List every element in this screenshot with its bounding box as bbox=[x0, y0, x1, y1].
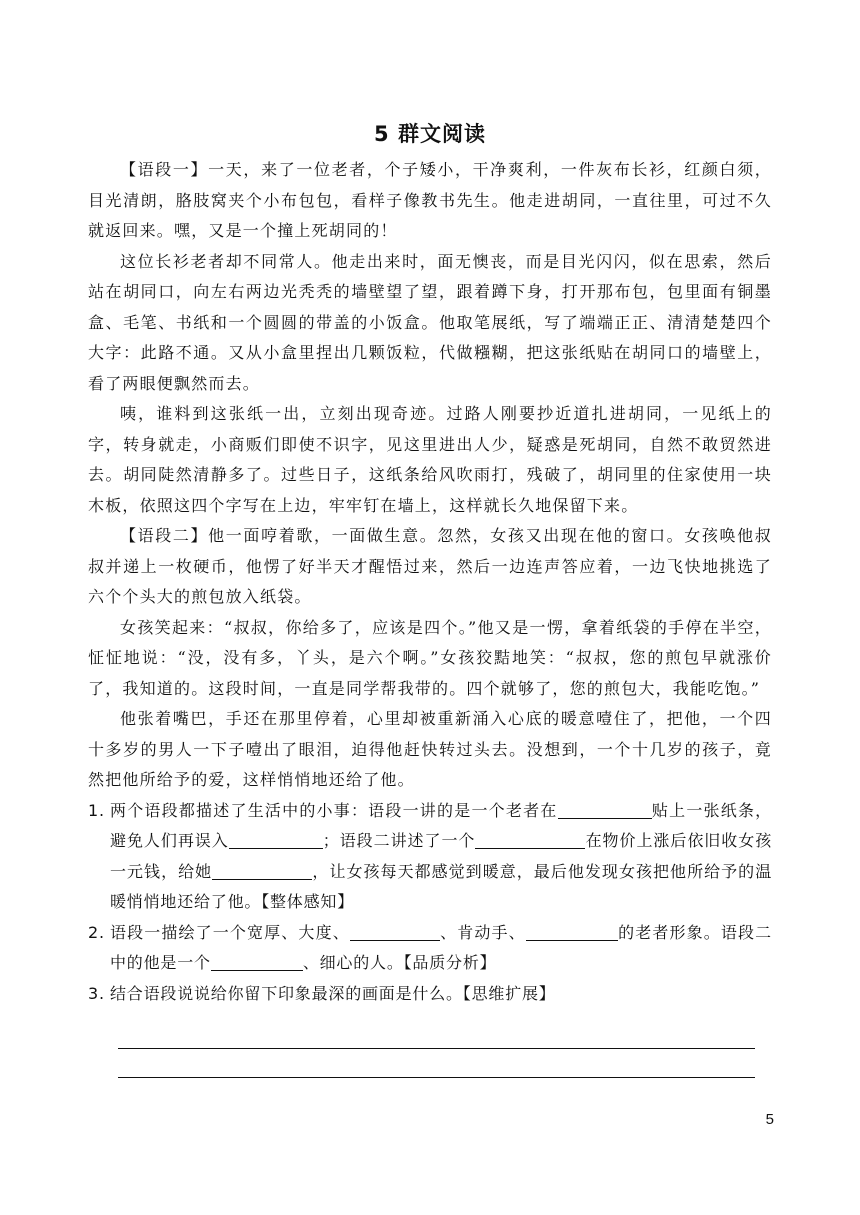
question-text: 结合语段说说给你留下印象最深的画面是什么。【思维扩展】 bbox=[110, 983, 556, 1003]
question-text: 的老者形象。语段二中的他是一个 bbox=[110, 922, 772, 972]
question-number: 1. bbox=[88, 800, 105, 820]
answer-blank[interactable] bbox=[212, 861, 312, 880]
answer-blank[interactable] bbox=[350, 922, 440, 941]
question-text: ，让女孩每天都感觉到暖意，最后他发现女孩把他所给予的温暖悄悄地还给了他。【整体感知】 bbox=[110, 861, 772, 911]
question-text: ；语段二讲述了一个 bbox=[322, 831, 476, 850]
question-text: 语段一描绘了一个宽厚、大度、 bbox=[110, 922, 350, 942]
question-number: 2. bbox=[88, 922, 105, 942]
paragraph: 【语段一】一天，来了一位老者，个子矮小，干净爽利，一件灰布长衫，红颜白须，目光清朗，胳肢窝夹个小布包包，看样子像教书先生。他走进胡同，一直往里，可过不久就返回来。嘿，又是一个撞上死胡同的！ bbox=[88, 160, 772, 240]
question-1 bbox=[88, 796, 772, 918]
question-number: 3. bbox=[88, 983, 105, 1003]
question-2 bbox=[88, 918, 772, 979]
paragraph: 这位长衫老者却不同常人。他走出来时，面无懊丧，而是目光闪闪，似在思索，然后站在胡同口，向左右两边光秃秃的墙壁望了望，跟着蹲下身，打开那布包，包里面有铜墨盒、毛笔、书纸和一个圆圆的带盖的小饭盒。他取笔展纸，写了端端正正、清清楚楚四个大字：此路不通。又从小盒里捏出几颗饭粒，代做糨糊，把这张纸贴在胡同口的墙壁上，看了两眼便飘然而去。 bbox=[88, 251, 772, 393]
page-title: 5 群文阅读 bbox=[374, 122, 486, 146]
paragraph: 咦，谁料到这张纸一出，立刻出现奇迹。过路人刚要抄近道扎进胡同，一见纸上的字，转身就走，小商贩们即使不识字，见这里进出人少，疑惑是死胡同，自然不敢贸然进去。胡同陡然清静多了。过些日子，这纸条给风吹雨打，残破了，胡同里的住家使用一块木板，依照这四个字写在上边，牢牢钉在墙上，这样就长久地保留下来。 bbox=[88, 404, 772, 515]
question-text: 、肯动手、 bbox=[439, 922, 526, 942]
question-text: 在物价上涨后依旧收女孩一元钱，给她 bbox=[110, 831, 772, 881]
question-text: 、细心的人。【品质分析】 bbox=[302, 953, 497, 972]
reading-passages bbox=[88, 155, 772, 1009]
question-text: 两个语段都描述了生活中的小事：语段一讲的是一个老者在 bbox=[110, 800, 558, 820]
answer-blank[interactable] bbox=[229, 830, 323, 849]
answer-line[interactable] bbox=[118, 1077, 755, 1078]
paragraph: 女孩笑起来：“叔叔，你给多了，应该是四个。”他又是一愣，拿着纸袋的手停在半空，怔怔地说：“没，没有多，丫头，是六个啊。”女孩狡黠地笑：“叔叔，您的煎包早就涨价了，我知道的。这段时间，一直是同学帮我带的。四个就够了，您的煎包大，我能吃饱。” bbox=[88, 617, 772, 698]
answer-blank[interactable] bbox=[211, 952, 303, 971]
paragraph: 【语段二】他一面哼着歌，一面做生意。忽然，女孩又出现在他的窗口。女孩唤他叔叔并递上一枚硬币，他愣了好半天才醒悟过来，然后一边连声答应着，一边飞快地挑选了六个个头大的煎包放入纸袋。 bbox=[88, 526, 772, 606]
question-text: 贴上一张纸条，避免人们再误入 bbox=[110, 800, 772, 850]
question-3 bbox=[88, 979, 772, 1010]
answer-line[interactable] bbox=[118, 1048, 755, 1049]
answer-blank[interactable] bbox=[558, 800, 652, 819]
page-number: 5 bbox=[765, 1111, 774, 1128]
paragraph: 他张着嘴巴，手还在那里停着，心里却被重新涌入心底的暖意噎住了，把他，一个四十多岁的男人一下子噎出了眼泪，迫得他赶快转过头去。没想到，一个十几岁的孩子，竟然把他所给予的爱，这样悄悄地还给了他。 bbox=[88, 709, 772, 789]
answer-blank[interactable] bbox=[526, 922, 618, 941]
answer-blank[interactable] bbox=[475, 830, 585, 849]
